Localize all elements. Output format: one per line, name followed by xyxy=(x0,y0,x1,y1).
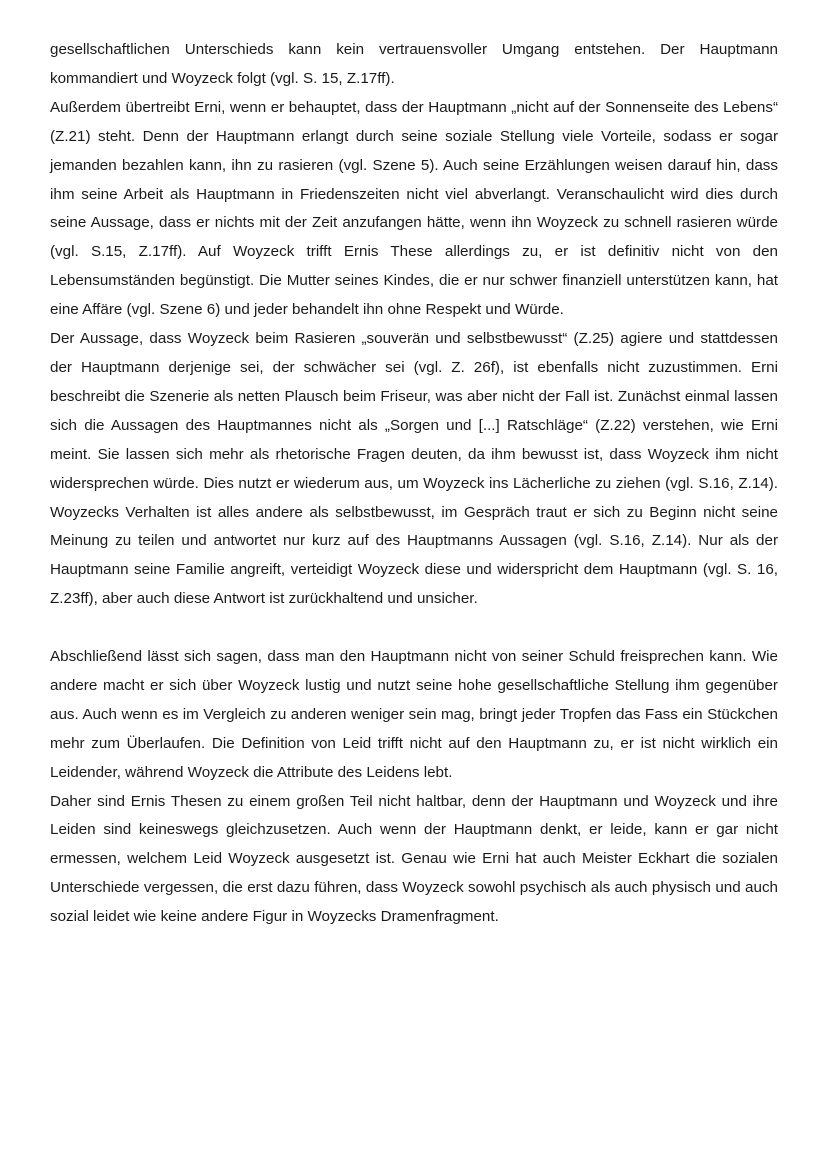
paragraph-5: Daher sind Ernis Thesen zu einem großen Teil nicht haltbar, denn der Hauptmann und Woyzeck und ihre Leiden sind keineswegs gleichzusetzen. Auch wenn der Hauptmann denkt, er leide, kann er gar nicht ermessen, welchem Leid Woyzeck ausgesetzt ist. Genau wie Erni hat auch Meister Eckhart die sozialen Unterschiede vergessen, die erst dazu führen, dass Woyzeck sowohl psychisch als auch physisch und auch sozial leidet wie keine andere Figur in Woyzecks Dramenfragment. xyxy=(50,792,778,926)
document-body xyxy=(50,36,778,932)
paragraph-4: Abschließend lässt sich sagen, dass man den Hauptmann nicht von seiner Schuld freisprechen kann. Wie andere macht er sich über Woyzeck lustig und nutzt seine hohe gesellschaftliche Stellung ihm gegenüber aus. Auch wenn es im Vergleich zu anderen weniger sein mag, bringt jeder Tropfen das Fass ein Stückchen mehr zum Überlaufen. Die Definition von Leid trifft nicht auf den Hauptmann zu, er ist nicht wirklich ein Leidender, während Woyzeck die Attribute des Leidens lebt. xyxy=(50,648,778,781)
paragraph-2: Außerdem übertreibt Erni, wenn er behauptet, dass der Hauptmann „nicht auf der Sonnenseite des Lebens“ (Z.21) steht. Denn der Hauptmann erlangt durch seine soziale Stellung viele Vorteile, sodass er sogar jemanden bezahlen kann, ihn zu rasieren (vgl. Szene 5). Auch seine Erzählungen weisen darauf hin, dass ihm seine Arbeit als Hauptmann in Friedenszeiten nicht viel abverlangt. Veranschaulicht wird dies durch seine Aussage, dass er nichts mit der Zeit anzufangen hätte, wenn ihn Woyzeck zu schnell rasieren würde (vgl. S.15, Z.17ff). Auf Woyzeck trifft Ernis These allerdings zu, er ist definitiv nicht von den Lebensumständen begünstigt. Die Mutter seines Kindes, die er nur schwer finanziell unterstützen kann, hat eine Affäre (vgl. Szene 6) und jeder behandelt ihn ohne Respekt und Würde. xyxy=(50,98,778,319)
paragraph-3: Der Aussage, dass Woyzeck beim Rasieren „souverän und selbstbewusst“ (Z.25) agiere und stattdessen der Hauptmann derjenige sei, der schwächer sei (vgl. Z. 26f), ist ebenfalls nicht zuzustimmen. Erni beschreibt die Szenerie als netten Plausch beim Friseur, was aber nicht der Fall ist. Zunächst einmal lassen sich die Aussagen des Hauptmannes nicht als „Sorgen und [...] Ratschläge“ (Z.22) verstehen, wie Erni meint. Sie lassen sich mehr als rhetorische Fragen deuten, da ihm bewusst ist, dass Woyzeck ihm nicht widersprechen würde. Dies nutzt er wiederum aus, um Woyzeck ins Lächerliche zu ziehen (vgl. S.16, Z.14). Woyzecks Verhalten ist alles andere als selbstbewusst, im Gespräch traut er sich zu Beginn nicht seine Meinung zu teilen und antwortet nur kurz auf des Hauptmanns Aussagen (vgl. S.16, Z.14). Nur als der Hauptmann seine Familie angreift, verteidigt Woyzeck diese und widerspricht dem Hauptmann (vgl. S. 16, Z.23ff), aber auch diese Antwort ist zurückhaltend und unsicher. xyxy=(50,330,778,608)
paragraph-1: gesellschaftlichen Unterschieds kann kein vertrauensvoller Umgang entstehen. Der Hauptmann kommandiert und Woyzeck folgt (vgl. S. 15, Z.17ff). xyxy=(50,41,778,87)
